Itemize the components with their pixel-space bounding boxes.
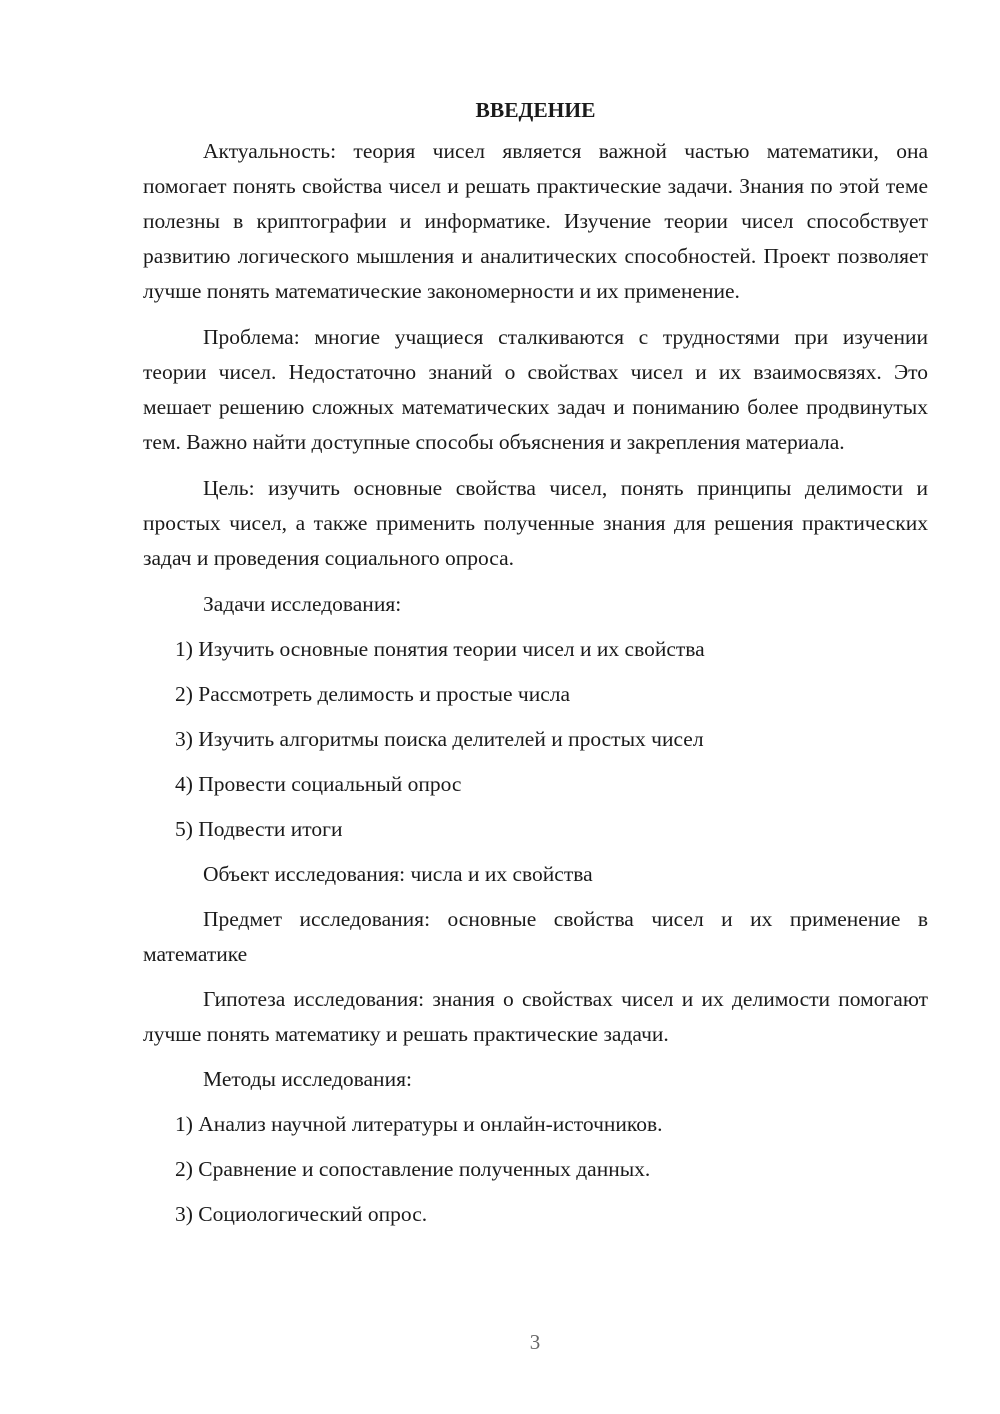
subject-paragraph: Предмет исследования: основные свойства чисел и их применение в математике [143,907,928,966]
problem-paragraph: Проблема: многие учащиеся сталкиваются с трудностями при изучении теории чисел. Недостаточно знаний о свойствах чисел и их взаимосвязях. Это мешает решению сложных математических задач и пониманию более продвинутых тем. Важно найти доступные способы объяснения и закрепления материала. [143,325,928,454]
section-heading: ВВЕДЕНИЕ [475,98,596,122]
task-item-4: 4) Провести социальный опрос [175,772,462,796]
method-item-1: 1) Анализ научной литературы и онлайн-источников. [175,1112,663,1136]
method-item-2: 2) Сравнение и сопоставление полученных данных. [175,1157,651,1181]
hypothesis-paragraph: Гипотеза исследования: знания о свойствах чисел и их делимости помогают лучше понять математику и решать практические задачи. [143,987,928,1046]
task-item-2: 2) Рассмотреть делимость и простые числа [175,682,571,706]
relevance-paragraph: Актуальность: теория чисел является важной частью математики, она помогает понять свойства чисел и решать практические задачи. Знания по этой теме полезны в криптографии и информатике. Изучение теории чисел способствует развитию логического мышления и аналитических способностей. Проект позволяет лучше понять математические закономерности и их применение. [143,139,928,303]
tasks-title: Задачи исследования: [203,592,402,616]
page-number: 3 [529,1330,541,1354]
task-item-5: 5) Подвести итоги [175,817,343,841]
method-item-3: 3) Социологический опрос. [175,1202,428,1226]
document-page [143,92,928,1242]
methods-list [143,1107,928,1232]
methods-title: Методы исследования: [203,1067,412,1091]
tasks-list [143,632,928,847]
task-item-3: 3) Изучить алгоритмы поиска делителей и простых чисел [175,727,704,751]
goal-paragraph: Цель: изучить основные свойства чисел, понять принципы делимости и простых чисел, а также применить полученные знания для решения практических задач и проведения социального опроса. [143,476,928,570]
object-paragraph: Объект исследования: числа и их свойства [203,862,593,886]
task-item-1: 1) Изучить основные понятия теории чисел и их свойства [175,637,705,661]
